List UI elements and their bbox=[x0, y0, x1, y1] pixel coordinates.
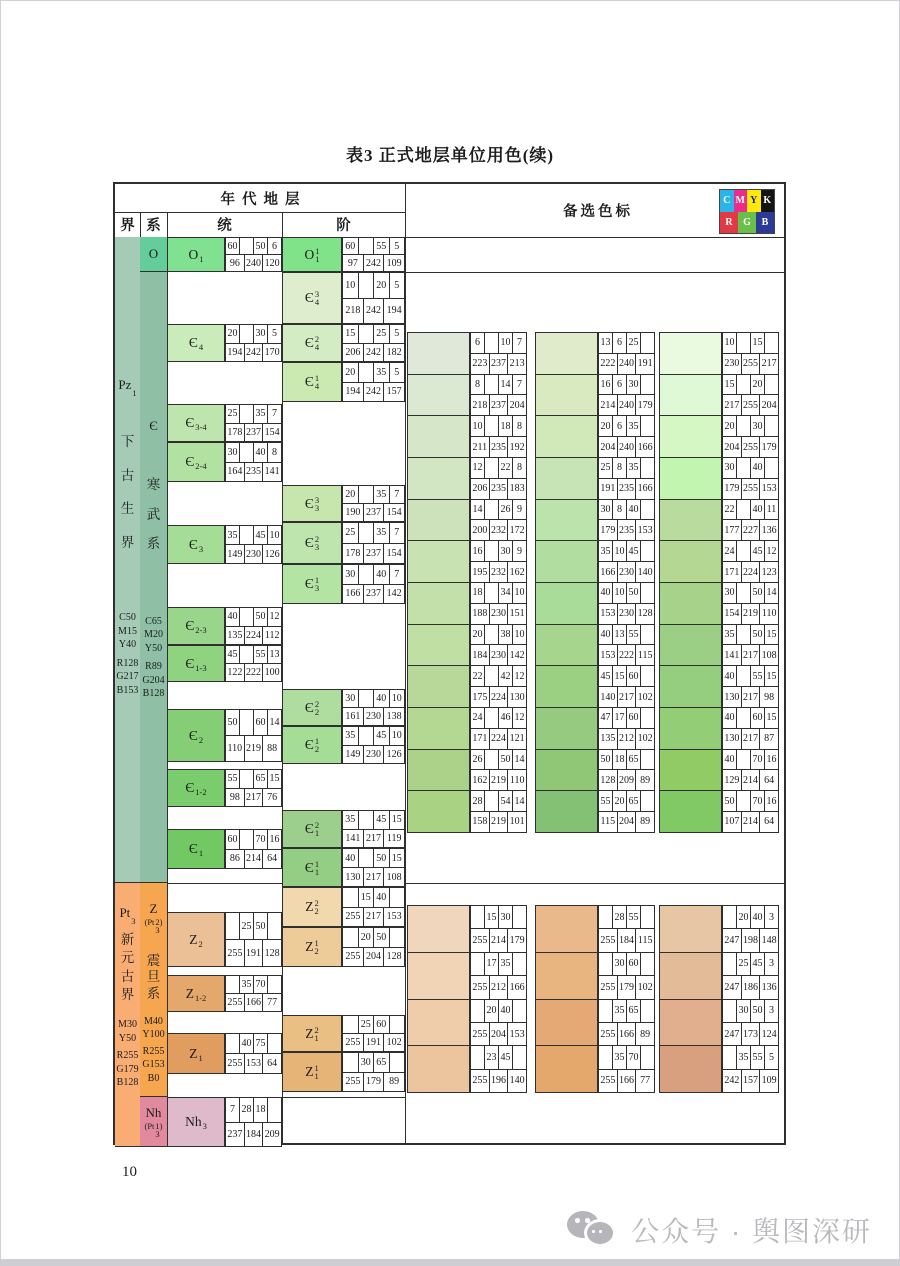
alt-green-swatch bbox=[535, 749, 598, 792]
alt-green-swatch bbox=[535, 374, 598, 417]
series-swatch: Z 1 bbox=[167, 1033, 225, 1074]
header-stage: 阶 bbox=[336, 218, 351, 234]
legend-G: G bbox=[738, 212, 756, 234]
alt-green-numgrid: 30 50 14 154 219 110 bbox=[722, 582, 779, 625]
alt-orange-swatch bbox=[659, 905, 722, 953]
stage-swatch: Є 2 1 bbox=[282, 810, 342, 848]
alt-orange-numgrid: 20 40 255 204 153 bbox=[470, 999, 527, 1047]
alt-green-numgrid: 25 8 35 191 235 166 bbox=[598, 457, 655, 500]
series-swatch: Є 2 bbox=[167, 709, 225, 762]
system-cell: Є 寒 武 系 C65 M20 Y50 R89 G204 B128 bbox=[140, 272, 167, 883]
alt-orange-swatch bbox=[535, 952, 598, 1000]
alt-green-swatch bbox=[535, 415, 598, 458]
stage-swatch: Z 1 2 bbox=[282, 927, 342, 967]
stage-numgrid: 15 40 255 217 153 bbox=[342, 887, 405, 927]
stage-swatch: Є 3 3 bbox=[282, 485, 342, 522]
alt-green-numgrid: 22 42 12 175 224 130 bbox=[470, 665, 527, 708]
alt-orange-numgrid: 23 45 255 196 140 bbox=[470, 1045, 527, 1093]
alt-green-swatch bbox=[407, 457, 470, 500]
series-numgrid: 35 70 255 166 77 bbox=[225, 975, 282, 1012]
series-swatch: Nh 3 bbox=[167, 1097, 225, 1147]
system-cell: Z (Pt 2 3 ) 震 旦 系 M40 Y100 R255 G153 B0 bbox=[140, 883, 167, 1097]
system-cell: O bbox=[140, 237, 167, 272]
alt-green-numgrid: 40 60 15 130 217 87 bbox=[722, 707, 779, 750]
stage-swatch: Є 1 1 bbox=[282, 848, 342, 887]
alt-green-numgrid: 14 26 9 200 232 172 bbox=[470, 499, 527, 542]
alt-green-numgrid: 22 40 11 177 227 136 bbox=[722, 499, 779, 542]
alt-green-swatch bbox=[659, 665, 722, 708]
alt-green-numgrid: 10 18 8 211 235 192 bbox=[470, 415, 527, 458]
alt-orange-swatch bbox=[659, 1045, 722, 1093]
alt-green-numgrid: 40 10 50 153 230 128 bbox=[598, 582, 655, 625]
stage-swatch: Є 3 4 bbox=[282, 272, 342, 324]
stage-swatch: Є 1 4 bbox=[282, 362, 342, 402]
alt-green-numgrid: 35 50 15 141 217 108 bbox=[722, 624, 779, 667]
stage-numgrid: 30 65 255 179 89 bbox=[342, 1052, 405, 1092]
alt-green-swatch bbox=[407, 540, 470, 583]
alt-orange-numgrid: 15 30 255 214 179 bbox=[470, 905, 527, 953]
alt-orange-numgrid: 20 40 3 247 198 148 bbox=[722, 905, 779, 953]
alt-green-swatch bbox=[407, 624, 470, 667]
alt-orange-swatch bbox=[407, 952, 470, 1000]
stage-numgrid: 35 45 10 149 230 126 bbox=[342, 726, 405, 764]
stage-swatch: Є 2 4 bbox=[282, 324, 342, 362]
stage-numgrid: 20 50 255 204 128 bbox=[342, 927, 405, 967]
alt-green-swatch bbox=[659, 749, 722, 792]
series-swatch: Є 4 bbox=[167, 324, 225, 362]
series-numgrid: 25 35 7 178 237 154 bbox=[225, 404, 282, 442]
alt-green-swatch bbox=[659, 499, 722, 542]
series-swatch: Є 3-4 bbox=[167, 404, 225, 442]
alt-green-numgrid: 18 34 10 188 230 151 bbox=[470, 582, 527, 625]
alt-orange-swatch bbox=[535, 1045, 598, 1093]
alt-orange-swatch bbox=[535, 905, 598, 953]
legend-Y: Y bbox=[747, 190, 761, 212]
legend-R: R bbox=[720, 212, 738, 234]
alt-green-numgrid: 20 38 10 184 230 142 bbox=[470, 624, 527, 667]
alt-green-numgrid: 35 10 45 166 230 140 bbox=[598, 540, 655, 583]
alt-orange-swatch bbox=[659, 999, 722, 1047]
stage-swatch: Z 2 2 bbox=[282, 887, 342, 927]
alt-green-swatch bbox=[407, 332, 470, 375]
alt-green-numgrid: 16 30 9 195 232 162 bbox=[470, 540, 527, 583]
legend-C: C bbox=[720, 190, 734, 212]
header-erathem: 界 bbox=[120, 218, 135, 234]
alt-green-swatch bbox=[659, 707, 722, 750]
alt-green-numgrid: 40 55 15 130 217 98 bbox=[722, 665, 779, 708]
series-swatch: Є 1-2 bbox=[167, 769, 225, 807]
alt-green-swatch bbox=[535, 624, 598, 667]
alt-green-numgrid: 10 15 230 255 217 bbox=[722, 332, 779, 375]
brand-text: 公众号 · 舆图深研 bbox=[631, 1216, 872, 1247]
alt-green-numgrid: 24 45 12 171 224 123 bbox=[722, 540, 779, 583]
cmyk-rgb-legend-icon bbox=[719, 189, 775, 234]
series-swatch: Є 1 bbox=[167, 829, 225, 869]
stage-swatch: Z 1 1 bbox=[282, 1052, 342, 1092]
alt-green-swatch bbox=[659, 582, 722, 625]
alt-green-swatch bbox=[659, 457, 722, 500]
legend-K: K bbox=[761, 190, 775, 212]
alt-orange-swatch bbox=[407, 905, 470, 953]
series-swatch: O 1 bbox=[167, 237, 225, 272]
alt-orange-numgrid: 35 55 5 242 157 109 bbox=[722, 1045, 779, 1093]
header-alt-colors: 备选色标 bbox=[563, 204, 633, 220]
alt-green-numgrid: 20 30 204 255 179 bbox=[722, 415, 779, 458]
stage-swatch: Є 1 3 bbox=[282, 564, 342, 604]
alt-green-numgrid: 30 40 179 255 153 bbox=[722, 457, 779, 500]
wechat-icon bbox=[567, 1211, 615, 1249]
page-title: 表3 正式地层单位用色(续) bbox=[345, 146, 555, 165]
stage-numgrid: 60 55 5 97 242 109 bbox=[342, 237, 405, 272]
page-number: 10 bbox=[122, 1164, 137, 1180]
series-swatch: Є 1-3 bbox=[167, 645, 225, 682]
alt-green-swatch bbox=[407, 749, 470, 792]
stage-swatch: Z 2 1 bbox=[282, 1015, 342, 1052]
alt-green-numgrid: 8 14 7 218 237 204 bbox=[470, 374, 527, 417]
alt-green-numgrid: 50 18 65 128 209 89 bbox=[598, 749, 655, 792]
series-swatch: Є 3 bbox=[167, 525, 225, 564]
stage-swatch: Є 1 2 bbox=[282, 726, 342, 764]
series-numgrid: 20 30 5 194 242 170 bbox=[225, 324, 282, 362]
alt-green-swatch bbox=[407, 790, 470, 833]
alt-green-numgrid: 30 8 40 179 235 153 bbox=[598, 499, 655, 542]
alt-orange-swatch bbox=[407, 1045, 470, 1093]
stage-numgrid: 25 60 255 191 102 bbox=[342, 1015, 405, 1052]
alt-green-swatch bbox=[407, 665, 470, 708]
stage-numgrid: 25 35 7 178 237 154 bbox=[342, 522, 405, 564]
alt-green-numgrid: 13 6 25 222 240 191 bbox=[598, 332, 655, 375]
alt-green-swatch bbox=[659, 374, 722, 417]
alt-orange-numgrid: 35 70 255 166 77 bbox=[598, 1045, 655, 1093]
alt-green-swatch bbox=[535, 707, 598, 750]
series-numgrid: 40 50 12 135 224 112 bbox=[225, 607, 282, 645]
alt-orange-numgrid: 30 60 255 179 102 bbox=[598, 952, 655, 1000]
stage-numgrid: 15 25 5 206 242 182 bbox=[342, 324, 405, 362]
header-system: 系 bbox=[146, 218, 161, 234]
alt-green-swatch bbox=[407, 415, 470, 458]
alt-orange-swatch bbox=[535, 999, 598, 1047]
alt-orange-swatch bbox=[659, 952, 722, 1000]
series-numgrid: 35 45 10 149 230 126 bbox=[225, 525, 282, 564]
alt-green-swatch bbox=[407, 499, 470, 542]
alt-orange-numgrid: 35 65 255 166 89 bbox=[598, 999, 655, 1047]
series-numgrid: 30 40 8 164 235 141 bbox=[225, 442, 282, 482]
brand-footer bbox=[567, 1210, 872, 1250]
alt-green-swatch bbox=[659, 624, 722, 667]
alt-green-numgrid: 26 50 14 162 219 110 bbox=[470, 749, 527, 792]
series-numgrid: 60 50 6 96 240 120 bbox=[225, 237, 282, 272]
system-cell: Nh (Pt 1 3 ) bbox=[140, 1097, 167, 1147]
stage-swatch: Є 2 3 bbox=[282, 522, 342, 564]
alt-green-swatch bbox=[659, 790, 722, 833]
stage-numgrid: 20 35 7 190 237 154 bbox=[342, 485, 405, 522]
alt-green-numgrid: 55 20 65 115 204 89 bbox=[598, 790, 655, 833]
header-series: 统 bbox=[217, 218, 232, 234]
stage-numgrid: 20 35 5 194 242 157 bbox=[342, 362, 405, 402]
stage-numgrid: 30 40 10 161 230 138 bbox=[342, 689, 405, 726]
stage-numgrid: 30 40 7 166 237 142 bbox=[342, 564, 405, 604]
alt-green-numgrid: 15 20 217 255 204 bbox=[722, 374, 779, 417]
alt-green-numgrid: 24 46 12 171 224 121 bbox=[470, 707, 527, 750]
era-cell: Pt 3 新 元 古 界 M30 Y50 R255 G179 B128 bbox=[115, 883, 140, 1147]
alt-green-swatch bbox=[659, 540, 722, 583]
series-numgrid: 40 75 255 153 64 bbox=[225, 1033, 282, 1074]
series-numgrid: 55 65 15 98 217 76 bbox=[225, 769, 282, 807]
alt-orange-numgrid: 30 50 3 247 173 124 bbox=[722, 999, 779, 1047]
alt-orange-swatch bbox=[407, 999, 470, 1047]
series-numgrid: 25 50 255 191 128 bbox=[225, 912, 282, 967]
alt-green-numgrid: 28 54 14 158 219 101 bbox=[470, 790, 527, 833]
stage-numgrid: 40 50 15 130 217 108 bbox=[342, 848, 405, 887]
stage-numgrid: 10 20 5 218 242 194 bbox=[342, 272, 405, 324]
alt-green-swatch bbox=[535, 665, 598, 708]
series-swatch: Z 2 bbox=[167, 912, 225, 967]
alt-green-numgrid: 20 6 35 204 240 166 bbox=[598, 415, 655, 458]
alt-green-swatch bbox=[535, 457, 598, 500]
alt-green-numgrid: 16 6 30 214 240 179 bbox=[598, 374, 655, 417]
alt-green-swatch bbox=[535, 332, 598, 375]
alt-green-swatch bbox=[535, 582, 598, 625]
alt-green-numgrid: 40 13 55 153 222 115 bbox=[598, 624, 655, 667]
series-swatch: Є 2-3 bbox=[167, 607, 225, 645]
series-swatch: Z 1-2 bbox=[167, 975, 225, 1012]
alt-green-numgrid: 47 17 60 135 212 102 bbox=[598, 707, 655, 750]
alt-green-swatch bbox=[535, 790, 598, 833]
alt-green-numgrid: 6 10 7 223 237 213 bbox=[470, 332, 527, 375]
alt-green-swatch bbox=[659, 415, 722, 458]
alt-green-numgrid: 50 70 16 107 214 64 bbox=[722, 790, 779, 833]
alt-green-numgrid: 12 22 8 206 235 183 bbox=[470, 457, 527, 500]
alt-green-swatch bbox=[659, 332, 722, 375]
alt-orange-numgrid: 17 35 255 212 166 bbox=[470, 952, 527, 1000]
alt-green-swatch bbox=[535, 540, 598, 583]
series-swatch: Є 2-4 bbox=[167, 442, 225, 482]
stage-swatch: O 1 1 bbox=[282, 237, 342, 272]
stage-swatch: Є 2 2 bbox=[282, 689, 342, 726]
series-numgrid: 60 70 16 86 214 64 bbox=[225, 829, 282, 869]
stratigraphy-color-table bbox=[113, 182, 786, 1145]
era-cell: Pz 1 下 古 生 界 C50 M15 Y40 R128 G217 B153 bbox=[115, 237, 140, 883]
alt-green-numgrid: 40 70 16 129 214 64 bbox=[722, 749, 779, 792]
series-numgrid: 7 28 18 237 184 209 bbox=[225, 1097, 282, 1147]
series-numgrid: 45 55 13 122 222 100 bbox=[225, 645, 282, 682]
header-chronostratigraphy: 年代地层 bbox=[220, 191, 307, 208]
legend-B: B bbox=[756, 212, 774, 234]
scan-edge bbox=[0, 1259, 900, 1266]
alt-green-swatch bbox=[407, 582, 470, 625]
alt-green-swatch bbox=[407, 707, 470, 750]
alt-green-swatch bbox=[407, 374, 470, 417]
alt-orange-numgrid: 25 45 3 247 186 136 bbox=[722, 952, 779, 1000]
stage-numgrid: 35 45 15 141 217 119 bbox=[342, 810, 405, 848]
alt-green-swatch bbox=[535, 499, 598, 542]
alt-green-numgrid: 45 15 60 140 217 102 bbox=[598, 665, 655, 708]
legend-M: M bbox=[734, 190, 748, 212]
series-numgrid: 50 60 14 110 219 88 bbox=[225, 709, 282, 762]
alt-orange-numgrid: 28 55 255 184 115 bbox=[598, 905, 655, 953]
